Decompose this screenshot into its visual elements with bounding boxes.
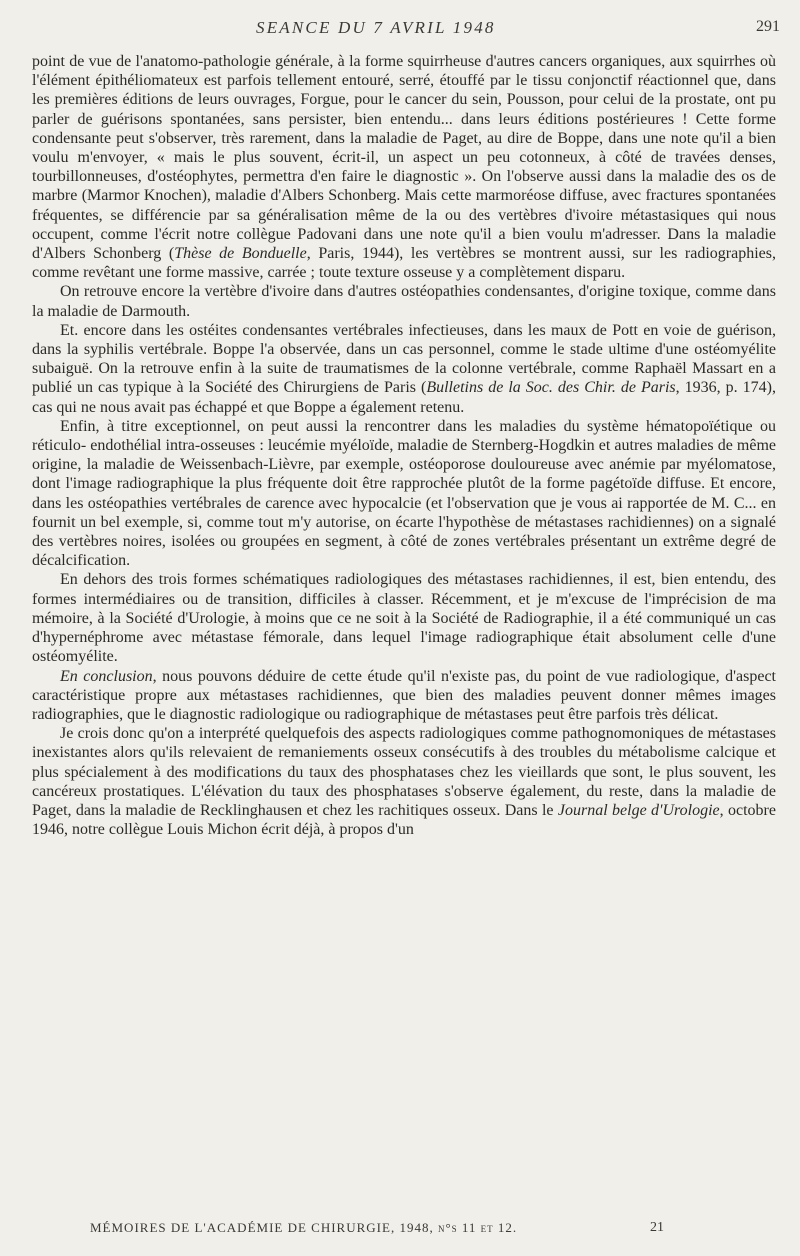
paragraph xyxy=(32,52,776,282)
paragraph-text: , octobre 1946, notre collègue Louis Michon écrit déjà, à propos d'un xyxy=(32,801,776,839)
paragraph-text: Et. encore dans les ostéites condensantes vertébrales infectieuses, dans les maux de Pott en voie de guérison, dans la syphilis vertébrale. Boppe l'a observée, dans un cas personnel, comme le stade ultime d'une ostéomyélite subaiguë. On la retrouve enfin à la suite de traumatismes de la colonne vertébrale, comme Raphaël Massart en a publié un cas typique à la Société des Chirurgiens de Paris ( xyxy=(32,321,776,397)
body-text xyxy=(32,52,776,839)
paragraph-text: , 1936, p. 174), cas qui ne nous avait pas échappé et que Boppe a également retenu. xyxy=(32,379,777,416)
paragraph: En dehors des trois formes schématiques radiologiques des métastases rachidiennes, il est, bien entendu, des formes intermédiaires ou de transition, difficiles à classer. Récemment, et je m'excuse de l'imprécision de ma mémoire, à la Société d'Urologie, à moins que ce ne soit à la Société de Radiographie, il a été communiqué un cas d'hypernéphrome avec métastase fémorale, dans lequel l'image radiographique était absolument celle d'une ostéomyélite. xyxy=(32,571,776,666)
paragraph xyxy=(32,724,776,839)
paragraph-text: , Paris, 1944), les vertèbres se montrent aussi, sur les radiographies, comme revêtant une forme massive, carrée ; toute texture osseuse y a complètement disparu. xyxy=(32,245,777,282)
reference-title: Bulletins de la Soc. des Chir. de Paris xyxy=(426,379,676,397)
page-number: 291 xyxy=(756,18,780,35)
signature-number: 21 xyxy=(650,1220,664,1235)
paragraph-text: Je crois donc qu'on a interprété quelquefois des aspects radiologiques comme pathognomoniques de métastases inexistantes alors qu'ils relevaient de remaniements osseux consécutifs à des troubles du métabolisme calcique et plus spécialement à des modifications du taux des phosphatases chez les vieillards que sont, le plus souvent, les cancéreux prostatiques. L'élévation du taux des phosphatases s'observe également, du reste, dans la maladie de Paget, dans la maladie de Recklinghausen et chez les rachitiques osseux. Dans le xyxy=(32,725,776,819)
paragraph-text: point de vue de l'anatomo-pathologie générale, à la forme squirrheuse d'autres cancers organiques, aux squirrhes où l'élément épithéliomateux est parfois tellement entouré, serré, étouffé par le tissu conjonctif réactionnel que, dans les premières éditions de leurs ouvrages, Forgue, pour le cancer du sein, Pousson, pour celui de la prostate, ont pu parler de guérisons spontanées, sans persister, bien entendu... dans leurs éditions postérieures ! Cette forme condensante peut s'observer, très rarement, dans la maladie de Paget, au dire de Boppe, dans une note qu'il a bien voulu m'envoyer, « mais le plus souvent, écrit-il, un aspect un peu cotonneux, à côté de travées denses, tourbillonneuses, d'ostéophytes, permettra d'en faire le diagnostic ». On l'observe aussi dans la maladie des os de marbre (Marmor Knochen), maladie d'Albers Schonberg. Mais cette marmoréose diffuse, avec fractures spontanées fréquentes, se différencie par sa généralisation même de la ou des vertèbres d'ivoire métastasiques qui nous occupent, comme l'écrit notre collègue Padovani dans une note qu'il a bien voulu m'adresser. Dans la maladie d'Albers Schonberg ( xyxy=(32,53,776,263)
page-header xyxy=(0,18,800,44)
paragraph: Enfin, à titre exceptionnel, on peut aussi la rencontrer dans les maladies du système hématopoïétique ou réticulo- endothélial intra-osseuses : leucémie myéloïde, maladie de Sternberg-Hogdkin et autres maladies de même origine, la maladie de Weissenbach-Lièvre, par exemple, ostéoporose douloureuse avec anémie par myélomatose, dont l'image radiographique la plus fréquente doit être rapprochée plutôt de la forme pagétoïde diffuse. Et encore, dans les ostéopathies vertébrales de carence avec hypocalcie (et l'observation que je vous ai rapportée de M. C... en fournit un bel exemple, si, comme tout m'y autorise, on écarte l'hypothèse de métastases rachidiennes) on a signalé des vertèbres noires, isolées ou groupées en segment, à côté de zones vertébrales présentant un extrême degré de décalcification. xyxy=(32,417,776,570)
paragraph xyxy=(32,321,776,417)
paragraph: On retrouve encore la vertèbre d'ivoire dans d'autres ostéopathies condensantes, d'origine toxique, comme dans la maladie de Darmouth. xyxy=(32,283,776,320)
paragraph-text: , nous pouvons déduire de cette étude qu'il n'existe pas, du point de vue radiologique, d'aspect caractéristique propre aux métastases rachidiennes, que bien des maladies peuvent donner mêmes images radiographies, que le diagnostic radiologique ou radiographique de métastases peut être parfois très délicat. xyxy=(32,667,777,723)
paragraph xyxy=(32,667,776,725)
page-footer xyxy=(0,1220,800,1242)
running-head: SEANCE DU 7 AVRIL 1948 xyxy=(256,18,496,37)
journal-citation: MÉMOIRES DE L'ACADÉMIE DE CHIRURGIE, 1948, n°s 11 et 12. xyxy=(90,1220,518,1235)
emphasis: En conclusion xyxy=(60,667,153,685)
reference-title: Thèse de Bonduelle xyxy=(174,245,307,263)
reference-title: Journal belge d'Urologie xyxy=(557,801,720,819)
